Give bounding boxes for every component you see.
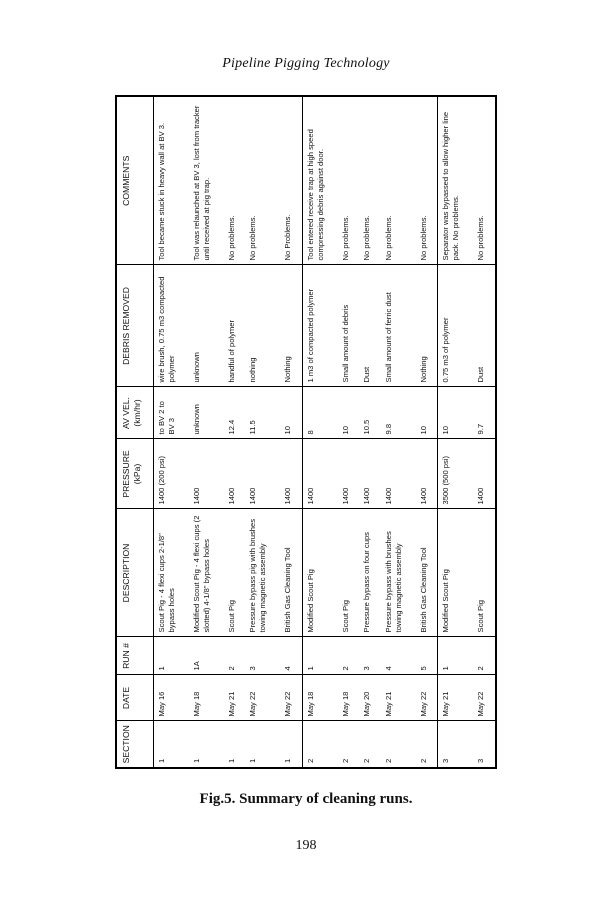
cell-debris: handful of polymer bbox=[224, 265, 246, 387]
cell-comments: No problems. bbox=[245, 97, 280, 265]
cell-run: 3 bbox=[245, 637, 280, 675]
cell-description: Pressure bypass pig with brushes towing magnetic assembly bbox=[245, 509, 280, 637]
cell-date: May 22 bbox=[245, 675, 280, 721]
cell-av-vel: 8 bbox=[302, 387, 338, 439]
cell-debris: unknown bbox=[189, 265, 224, 387]
cell-debris: Nothing bbox=[280, 265, 302, 387]
cell-comments: No problems. bbox=[338, 97, 360, 265]
cell-description: Pressure bypass with brushes towing magnetic assembly bbox=[381, 509, 416, 637]
cell-comments: Tool was relaunched at BV 3, lost from tracker until received at pig trap. bbox=[189, 97, 224, 265]
running-head: Pipeline Pigging Technology bbox=[222, 56, 390, 71]
table-row bbox=[189, 97, 224, 767]
cell-av-vel: 12.4 bbox=[224, 387, 246, 439]
table-row bbox=[438, 97, 474, 767]
cell-comments: Tool entered receive trap at high speed compressing debris against door. bbox=[302, 97, 338, 265]
cell-comments: Separator was bypassed to allow higher line pack. No problems. bbox=[438, 97, 474, 265]
cell-run: 4 bbox=[280, 637, 302, 675]
cell-debris: 0.75 m3 of polymer bbox=[438, 265, 474, 387]
cell-debris: 1 m3 of compacted polymer bbox=[302, 265, 338, 387]
header-comments: COMMENTS bbox=[117, 97, 154, 265]
cell-run: 2 bbox=[473, 637, 495, 675]
cell-section: 3 bbox=[476, 758, 486, 763]
cell-av-vel: 11.5 bbox=[245, 387, 280, 439]
cell-section: 2 bbox=[340, 758, 350, 763]
cell-debris: Small amount of debris bbox=[338, 265, 360, 387]
cell-description: Modified Scout Pig bbox=[302, 509, 338, 637]
cell-av-vel: 9.8 bbox=[381, 387, 416, 439]
cell-av-vel: 10 bbox=[338, 387, 360, 439]
cell-run: 5 bbox=[416, 637, 438, 675]
cell-date: May 18 bbox=[338, 675, 360, 721]
cell-pressure: 3500 (500 psi) bbox=[438, 439, 474, 509]
cell-av-vel: 9.7 bbox=[473, 387, 495, 439]
cell-description: Scout Pig bbox=[338, 509, 360, 637]
table-row bbox=[338, 97, 360, 767]
header-date: DATE bbox=[117, 675, 154, 721]
header-run: RUN # bbox=[117, 637, 154, 675]
cell-comments: No problems. bbox=[473, 97, 495, 265]
cell-date: May 21 bbox=[381, 675, 416, 721]
cell-pressure: 1400 bbox=[245, 439, 280, 509]
cell-date: May 21 bbox=[224, 675, 246, 721]
cell-date: May 21 bbox=[438, 675, 474, 721]
cell-date: May 22 bbox=[416, 675, 438, 721]
header-description: DESCRIPTION bbox=[117, 509, 154, 637]
table-row bbox=[154, 97, 190, 767]
cell-pressure: 1400 bbox=[189, 439, 224, 509]
cell-debris: wire brush, 0.75 m3 compacted polymer bbox=[154, 265, 190, 387]
cell-date: May 18 bbox=[302, 675, 338, 721]
table-row bbox=[381, 97, 416, 767]
cell-pressure: 1400 bbox=[338, 439, 360, 509]
cell-section: 2 bbox=[305, 758, 315, 763]
cell-av-vel: 10.5 bbox=[359, 387, 381, 439]
header-section: SECTION bbox=[117, 721, 154, 767]
cell-date: May 22 bbox=[473, 675, 495, 721]
cell-section: 1 bbox=[157, 758, 166, 763]
cell-pressure: 1400 bbox=[224, 439, 246, 509]
cell-section: 3 bbox=[441, 758, 451, 763]
cell-av-vel: to BV 2 to BV 3 bbox=[154, 387, 190, 439]
cell-debris: Small amount of ferric dust bbox=[381, 265, 416, 387]
cell-description: British Gas Cleaning Tool bbox=[416, 509, 438, 637]
cell-description: Pressure bypass on four cups bbox=[359, 509, 381, 637]
cell-section: 2 bbox=[383, 758, 393, 763]
cell-comments: No problems. bbox=[416, 97, 438, 265]
cell-comments: No Problems. bbox=[280, 97, 302, 265]
cell-run: 1 bbox=[154, 637, 190, 675]
cell-description: Scout Pig bbox=[224, 509, 246, 637]
cell-comments: No problems. bbox=[224, 97, 246, 265]
table-row bbox=[359, 97, 381, 767]
table-row bbox=[224, 97, 246, 767]
table-row bbox=[416, 97, 438, 767]
cell-date: May 16 bbox=[154, 675, 190, 721]
cell-description: Modified Scout Pig - 4 flexi cups (2 slotted) 4-1/8" bypass holes bbox=[189, 509, 224, 637]
cell-pressure: 1400 bbox=[473, 439, 495, 509]
figure-caption: Fig.5. Summary of cleaning runs. bbox=[199, 791, 413, 807]
table-header-row bbox=[117, 97, 154, 767]
cell-debris: nothing bbox=[245, 265, 280, 387]
cell-pressure: 1400 (200 psi) bbox=[154, 439, 190, 509]
header-av-vel: AV VEL. (km/hr) bbox=[117, 387, 154, 439]
cleaning-runs-table bbox=[117, 97, 495, 767]
cell-description: British Gas Cleaning Tool bbox=[280, 509, 302, 637]
cell-description: Modified Scout Pig bbox=[438, 509, 474, 637]
cell-comments: No problems. bbox=[359, 97, 381, 265]
cell-av-vel: 10 bbox=[438, 387, 474, 439]
cell-av-vel: 10 bbox=[280, 387, 302, 439]
cell-run: 2 bbox=[224, 637, 246, 675]
cell-run: 3 bbox=[359, 637, 381, 675]
table-row bbox=[280, 97, 302, 767]
header-debris: DEBRIS REMOVED bbox=[117, 265, 154, 387]
cleaning-runs-table-frame bbox=[115, 95, 497, 769]
cell-av-vel: 10 bbox=[416, 387, 438, 439]
cell-section: 1 bbox=[192, 758, 201, 763]
cell-section: 2 bbox=[362, 758, 372, 763]
cell-date: May 20 bbox=[359, 675, 381, 721]
cell-date: May 22 bbox=[280, 675, 302, 721]
header-pressure: PRESSURE (kPa) bbox=[117, 439, 154, 509]
cell-section: 2 bbox=[416, 721, 438, 767]
cell-pressure: 1400 bbox=[359, 439, 381, 509]
table-row bbox=[245, 97, 280, 767]
cell-run: 1 bbox=[302, 637, 338, 675]
rotated-table-container bbox=[117, 97, 495, 767]
cell-comments: Tool became stuck in heavy wall at BV 3. bbox=[154, 97, 190, 265]
cell-description: Scout Pig bbox=[473, 509, 495, 637]
cell-description: Scout Pig - 4 flexi cups 2-1/8" bypass holes bbox=[154, 509, 190, 637]
cell-section: 1 bbox=[280, 721, 302, 767]
cell-run: 2 bbox=[338, 637, 360, 675]
cell-pressure: 1400 bbox=[302, 439, 338, 509]
cell-section: 1 bbox=[226, 758, 236, 763]
cell-av-vel: unknown bbox=[189, 387, 224, 439]
table-row bbox=[473, 97, 495, 767]
cell-debris: Dust bbox=[359, 265, 381, 387]
page-number: 198 bbox=[295, 838, 317, 853]
cell-debris: Nothing bbox=[416, 265, 438, 387]
cell-pressure: 1400 bbox=[381, 439, 416, 509]
cell-run: 1 bbox=[438, 637, 474, 675]
cell-pressure: 1400 bbox=[416, 439, 438, 509]
cell-debris: Dust bbox=[473, 265, 495, 387]
cell-section: 1 bbox=[248, 758, 258, 763]
cell-pressure: 1400 bbox=[280, 439, 302, 509]
cell-run: 1A bbox=[189, 637, 224, 675]
cell-comments: No problems. bbox=[381, 97, 416, 265]
cell-run: 4 bbox=[381, 637, 416, 675]
cell-date: May 18 bbox=[189, 675, 224, 721]
table-row bbox=[302, 97, 338, 767]
